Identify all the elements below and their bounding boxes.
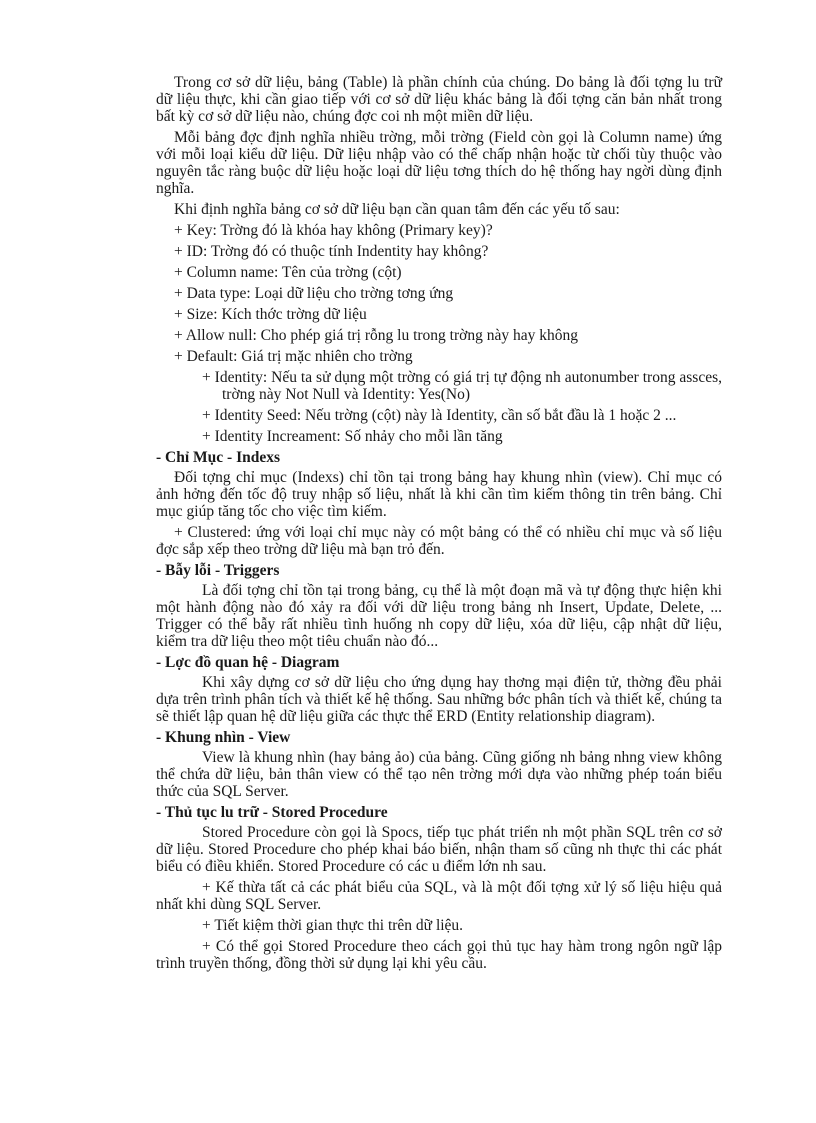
indexes-clustered-paragraph: + Clustered: ứng với loại chỉ mục này có một bảng có thể có nhiều chỉ mục và số liệu đợc sắp xếp theo trờng dữ liệu mà bạn trỏ đến. xyxy=(156,524,722,558)
indexes-paragraph: Đối tợng chỉ mục (Indexs) chỉ tồn tại trong bảng hay khung nhìn (view). Chỉ mục có ảnh hởng đến tốc độ truy nhập số liệu, nhất là khi cần tìm kiếm thông tin trên bảng. Chỉ mục giúp tăng tốc cho việc tìm kiếm. xyxy=(156,469,722,520)
stored-procedure-advantage-3: + Có thể gọi Stored Procedure theo cách gọi thủ tục hay hàm trong ngôn ngữ lập trình truyền thống, đồng thời sử dụng lại khi yêu cầu. xyxy=(156,938,722,972)
triggers-paragraph: Là đối tợng chỉ tồn tại trong bảng, cụ thể là một đoạn mã và tự động thực hiện khi một hành động nào đó xảy ra đối với dữ liệu trong bảng nh Insert, Update, Delete, ... Trigger có thể bẫy rất nhiều tình huống nh copy dữ liệu, xóa dữ liệu, cập nhật dữ liệu, kiểm tra dữ liệu theo một tiêu chuẩn nào đó... xyxy=(156,582,722,650)
section-heading-diagram: - Lợc đồ quan hệ - Diagram xyxy=(156,654,340,671)
section-heading-triggers: - Bẫy lỗi - Triggers xyxy=(156,562,280,579)
intro-paragraph-3: Khi định nghĩa bảng cơ sở dữ liệu bạn cần quan tâm đến các yếu tố sau: xyxy=(174,201,620,218)
stored-procedure-advantage-2: + Tiết kiệm thời gian thực thi trên dữ liệu. xyxy=(202,917,464,934)
diagram-paragraph: Khi xây dựng cơ sở dữ liệu cho ứng dụng hay thơng mại điện tử, thờng đều phải dựa trên trình phân tích và thiết kế hệ thống. Sau những bớc phân tích và thiết kế, chúng ta sẽ thiết lập quan hệ dữ liệu giữa các thực thể ERD (Entity relationship diagram). xyxy=(156,674,722,725)
factor-item-default: + Default: Giá trị mặc nhiên cho trờng xyxy=(174,348,413,365)
identity-sublist xyxy=(156,369,722,445)
section-heading-stored-procedure: - Thủ tục lu trữ - Stored Procedure xyxy=(156,804,388,821)
factor-item-size: + Size: Kích thớc trờng dữ liệu xyxy=(174,306,367,323)
section-heading-view: - Khung nhìn - View xyxy=(156,729,291,746)
factor-item-allow-null: + Allow null: Cho phép giá trị rỗng lu trong trờng này hay không xyxy=(174,327,578,344)
stored-procedure-advantage-1: + Kế thừa tất cả các phát biểu của SQL, và là một đối tợng xử lý số liệu hiệu quả nhất khi dùng SQL Server. xyxy=(156,879,722,913)
view-paragraph: View là khung nhìn (hay bảng ảo) của bảng. Cũng giống nh bảng nhng view không thể chứa dữ liệu, bản thân view có thể tạo nên trờng mới dựa vào những phép toán biểu thức của SQL Server. xyxy=(156,749,722,800)
section-heading-indexes: - Chỉ Mục - Indexs xyxy=(156,449,281,466)
factor-item-data-type: + Data type: Loại dữ liệu cho trờng tơng ứng xyxy=(174,285,454,302)
stored-procedure-paragraph: Stored Procedure còn gọi là Spocs, tiếp tục phát triển nh một phần SQL trên cơ sở dữ liệu. Stored Procedure cho phép khai báo biến, nhận tham số cũng nh thực thi các phát biểu có điều khiển. Stored Procedure có các u điểm lớn nh sau. xyxy=(156,824,722,875)
identity-increament-item: + Identity Increament: Số nhảy cho mỗi lần tăng xyxy=(202,428,503,445)
factor-item-column-name: + Column name: Tên của trờng (cột) xyxy=(174,264,402,281)
identity-seed-item: + Identity Seed: Nếu trờng (cột) này là Identity, cần số bắt đầu là 1 hoặc 2 ... xyxy=(202,407,677,424)
document-page xyxy=(156,74,722,976)
intro-paragraph-1: Trong cơ sở dữ liệu, bảng (Table) là phần chính của chúng. Do bảng là đối tợng lu trữ dữ liệu thực, khi cần giao tiếp với cơ sở dữ liệu khác bảng là đối tợng căn bản nhất trong bất kỳ cơ sở dữ liệu nào, chúng đợc coi nh một miền dữ liệu. xyxy=(156,74,722,125)
intro-paragraph-2: Mỗi bảng đợc định nghĩa nhiều trờng, mỗi trờng (Field còn gọi là Column name) ứng với mỗi loại kiểu dữ liệu. Dữ liệu nhập vào có thể chấp nhận hoặc từ chối tùy thuộc vào nguyên tắc ràng buộc dữ liệu hoặc loại dữ liệu tơng thích do hệ thống hay ngời dùng định nghĩa. xyxy=(156,129,722,197)
identity-item: + Identity: Nếu ta sử dụng một trờng có giá trị tự động nh autonumber trong assces, trờng này Not Null và Identity: Yes(No) xyxy=(202,369,722,403)
factor-item-id: + ID: Trờng đó có thuộc tính Indentity hay không? xyxy=(174,243,489,260)
factor-list xyxy=(156,222,722,365)
factor-item-key: + Key: Trờng đó là khóa hay không (Primary key)? xyxy=(174,222,493,239)
